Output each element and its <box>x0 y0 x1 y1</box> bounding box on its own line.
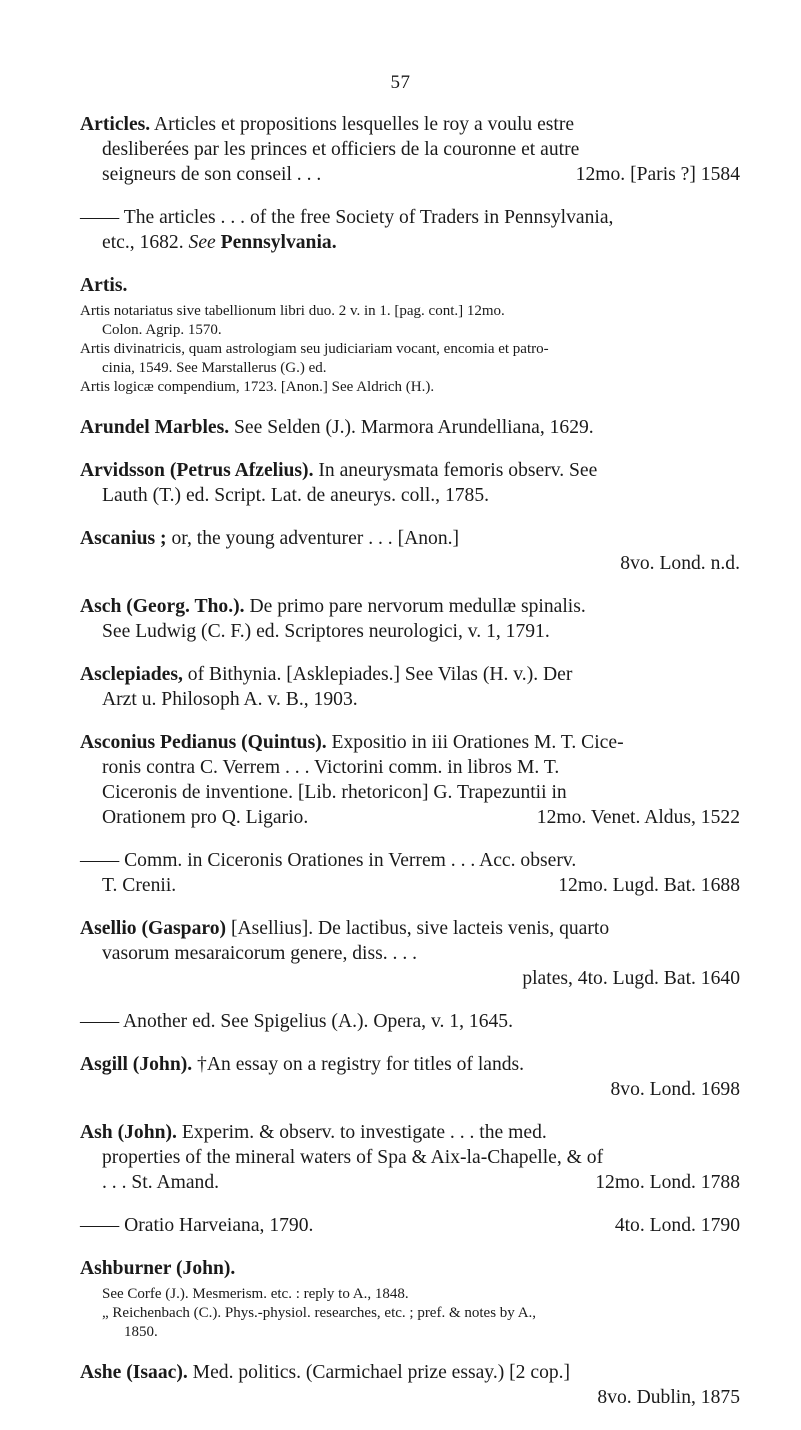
entry-asch: Asch (Georg. Tho.). De primo pare nervorum medullæ spinalis. See Ludwig (C. F.) ed. Scriptores neurologici, v. 1, 1791. <box>80 596 586 642</box>
entry-ash-oratio: —— Oratio Harveiana, 1790. 4to. Lond. 1790 <box>80 1215 740 1236</box>
imprint: 12mo. Lond. 1788 <box>595 1172 740 1193</box>
entry-ashburner <box>80 1256 740 1281</box>
entry-heading: Ash (John). <box>80 1122 177 1143</box>
entry-articles-pennsylvania: —— The articles . . . of the free Society of Traders in Pennsylvania, etc., 1682. See Pennsylvania. <box>80 205 740 255</box>
entry-articles: Articles. Articles et propositions lesquelles le roy a voulu estre desliberées par les princes et officiers de la couronne et autre seigneurs de son conseil . . . 12mo. [Paris ?] 1584 <box>80 114 740 185</box>
entry-heading: Asellio (Gasparo) <box>80 918 227 939</box>
catalogue-entries <box>80 112 740 1428</box>
entry-ash: Ash (John). Experim. & observ. to investigate . . . the med. properties of the mineral waters of Spa & Aix-la-Chapelle, & of . . . St. Amand. 12mo. Lond. 1788 <box>80 1122 740 1193</box>
entry-asclepiades: Asclepiades, of Bithynia. [Asklepiades.] See Vilas (H. v.). Der Arzt u. Philosoph A. v. B., 1903. <box>80 664 573 710</box>
entry-heading: Asch (Georg. Tho.). <box>80 596 245 617</box>
entry-ashburner-subentries: See Corfe (J.). Mesmerism. etc. : reply to A., 1848. „ Reichenbach (C.). Phys.-physiol. researches, etc. ; pref. & notes by A., 1850. <box>102 1286 537 1340</box>
entry-asconius: Asconius Pedianus (Quintus). Expositio in iii Orationes M. T. Cice- ronis contra C. Verrem . . . Victorini comm. in libros M. T. Ciceronis de inventione. [Lib. rhetoricon] G. Trapezuntii in Orationem pro Q. Ligario. 12mo. Venet. Aldus, 1522 <box>80 732 740 828</box>
imprint: 8vo. Dublin, 1875 <box>597 1387 740 1408</box>
entry-artis-heading <box>80 273 740 298</box>
entry-text: desliberées par les princes et officiers de la couronne et autre <box>102 139 580 160</box>
entry-heading: Asclepiades, <box>80 664 183 685</box>
entry-ascanius: Ascanius ; or, the young adventurer . . . [Anon.] 8vo. Lond. n.d. <box>80 528 740 574</box>
imprint: plates, 4to. Lugd. Bat. 1640 <box>522 968 740 989</box>
entry-heading: Asgill (John). <box>80 1054 193 1075</box>
entry-text: —— The articles . . . of the free Society of Traders in Pennsylvania, <box>80 207 614 228</box>
entry-asellio-another: —— Another ed. See Spigelius (A.). Opera, v. 1, 1645. <box>80 1011 513 1032</box>
entry-arundel-marbles: Arundel Marbles. See Selden (J.). Marmora Arundelliana, 1629. <box>80 417 594 438</box>
imprint: 8vo. Lond. 1698 <box>610 1079 740 1100</box>
imprint: 8vo. Lond. n.d. <box>620 553 740 574</box>
imprint: 12mo. [Paris ?] 1584 <box>575 164 740 185</box>
entry-heading: Ashe (Isaac). <box>80 1362 188 1383</box>
entry-heading: Asconius Pedianus (Quintus). <box>80 732 327 753</box>
entry-arvidsson: Arvidsson (Petrus Afzelius). In aneurysmata femoris observ. See Lauth (T.) ed. Script. Lat. de aneurys. coll., 1785. <box>80 460 598 506</box>
entry-heading: Arundel Marbles. <box>80 417 230 438</box>
imprint: 4to. Lond. 1790 <box>614 1215 740 1236</box>
entry-ashe: Ashe (Isaac). Med. politics. (Carmichael prize essay.) [2 cop.] 8vo. Dublin, 1875 <box>80 1362 740 1408</box>
entry-text: Articles et propositions lesquelles le roy a voulu estre <box>154 114 575 135</box>
entry-heading: Ascanius ; <box>80 528 167 549</box>
entry-text: seigneurs de son conseil . . . <box>102 164 322 185</box>
entry-artis-subentries: Artis notariatus sive tabellionum libri duo. 2 v. in 1. [pag. cont.] 12mo. Colon. Agrip. 1570. Artis divinatricis, quam astrologiam seu judiciariam vocant, encomia et patro- cinia, 1549. See Marstallerus (G.) ed. Artis logicæ compendium, 1723. [Anon.] See Aldrich (H.). <box>80 303 549 395</box>
entry-asconius-comm: —— Comm. in Ciceronis Orationes in Verrem . . . Acc. observ. T. Crenii. 12mo. Lugd. Bat. 1688 <box>80 850 740 896</box>
imprint: 12mo. Lugd. Bat. 1688 <box>558 875 740 896</box>
entry-asellio: Asellio (Gasparo) [Asellius]. De lactibus, sive lacteis venis, quarto vasorum mesaraicorum genere, diss. . . . plates, 4to. Lugd. Bat. 1640 <box>80 918 740 989</box>
page-number: 57 <box>390 72 411 93</box>
imprint: 12mo. Venet. Aldus, 1522 <box>536 807 740 828</box>
entry-heading: Arvidsson (Petrus Afzelius). <box>80 460 314 481</box>
entry-heading: Ashburner (John). <box>80 1258 236 1279</box>
entry-asgill: Asgill (John). †An essay on a registry for titles of lands. 8vo. Lond. 1698 <box>80 1054 740 1100</box>
entry-heading: Artis. <box>80 275 128 296</box>
